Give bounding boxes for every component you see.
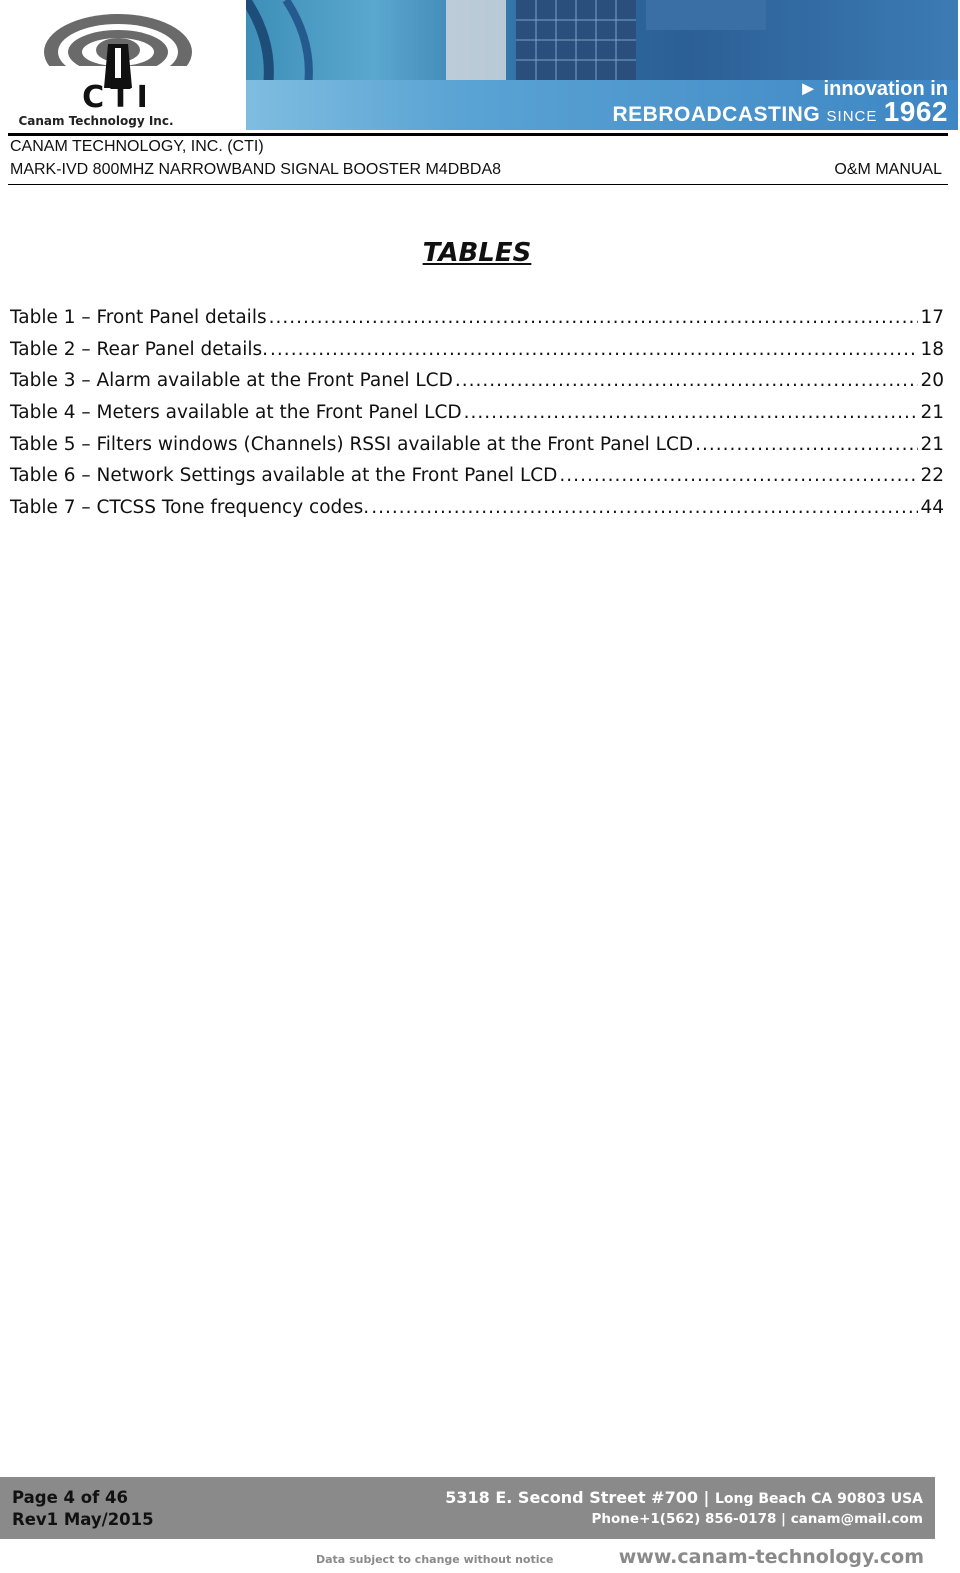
page-title: TABLES bbox=[422, 238, 532, 268]
toc-entry-label: Table 7 – CTCSS Tone frequency codes. bbox=[10, 497, 370, 519]
toc-entry-page: 44 bbox=[920, 497, 944, 519]
product-name: MARK-IVD 800MHZ NARROWBAND SIGNAL BOOSTER M4DBDA8 bbox=[10, 161, 502, 178]
toc-entry-label: Table 6 – Network Settings available at the Front Panel LCD bbox=[10, 465, 558, 487]
toc-entry-label: Table 3 – Alarm available at the Front Panel LCD bbox=[10, 370, 453, 392]
footer-website-link[interactable]: www.canam-technology.com bbox=[618, 1546, 924, 1568]
header-rule-bottom bbox=[8, 184, 948, 185]
tagline-innovation: ► innovation in bbox=[798, 78, 948, 100]
tagline-year: 1962 bbox=[883, 96, 948, 127]
tagline-rebroadcasting bbox=[613, 96, 949, 128]
toc-entry-table-2[interactable] bbox=[10, 339, 944, 371]
page-footer bbox=[0, 1477, 935, 1539]
footer-page-info bbox=[12, 1487, 154, 1531]
toc-leader-dots bbox=[559, 465, 918, 486]
toc-entry-page: 21 bbox=[920, 402, 944, 424]
toc-entry-table-4[interactable] bbox=[10, 402, 944, 434]
toc-entry-page: 22 bbox=[920, 465, 944, 487]
toc-leader-dots bbox=[270, 339, 918, 360]
toc-entry-label: Table 5 – Filters windows (Channels) RSSI available at the Front Panel LCD bbox=[10, 433, 694, 455]
toc-entry-page: 18 bbox=[920, 338, 944, 360]
toc-entry-label: Table 2 – Rear Panel details. bbox=[10, 338, 269, 360]
toc-leader-dots bbox=[455, 370, 919, 391]
toc-leader-dots bbox=[695, 434, 918, 455]
cti-logo bbox=[12, 4, 244, 128]
company-name: CANAM TECHNOLOGY, INC. (CTI) bbox=[10, 138, 264, 155]
tables-list bbox=[10, 307, 944, 529]
toc-entry-table-3[interactable] bbox=[10, 370, 944, 402]
toc-leader-dots bbox=[269, 307, 919, 328]
header-banner bbox=[0, 0, 960, 132]
footer-street: 5318 E. Second Street #700 | bbox=[445, 1488, 710, 1507]
toc-entry-table-7[interactable] bbox=[10, 497, 944, 529]
toc-entry-table-1[interactable] bbox=[10, 307, 944, 339]
footer-page-number: Page 4 of 46 bbox=[12, 1488, 128, 1507]
toc-leader-dots bbox=[371, 497, 918, 518]
toc-entry-label: Table 1 – Front Panel details bbox=[10, 307, 267, 328]
toc-leader-dots bbox=[464, 402, 919, 423]
header-rule-top bbox=[8, 133, 948, 136]
footer-address bbox=[445, 1488, 923, 1507]
svg-text:CTI: CTI bbox=[82, 80, 154, 115]
tagline-since: SINCE bbox=[826, 108, 878, 125]
toc-entry-page: 21 bbox=[920, 433, 944, 455]
toc-entry-table-6[interactable] bbox=[10, 465, 944, 497]
footer-city: Long Beach CA 90803 USA bbox=[714, 1491, 923, 1507]
manual-label: O&M MANUAL bbox=[834, 161, 942, 178]
footer-revision: Rev1 May/2015 bbox=[12, 1510, 154, 1529]
toc-entry-table-5[interactable] bbox=[10, 434, 944, 466]
footer-contact: Phone+1(562) 856-0178 | canam@mail.com bbox=[591, 1511, 923, 1527]
toc-entry-label: Table 4 – Meters available at the Front Panel LCD bbox=[10, 402, 462, 424]
toc-entry-page: 17 bbox=[920, 307, 944, 328]
footer-notice: Data subject to change without notice bbox=[316, 1553, 554, 1566]
toc-entry-page: 20 bbox=[920, 370, 944, 392]
svg-text:Canam Technology Inc.: Canam Technology Inc. bbox=[18, 114, 174, 128]
tagline-main: REBROADCASTING bbox=[612, 103, 821, 126]
